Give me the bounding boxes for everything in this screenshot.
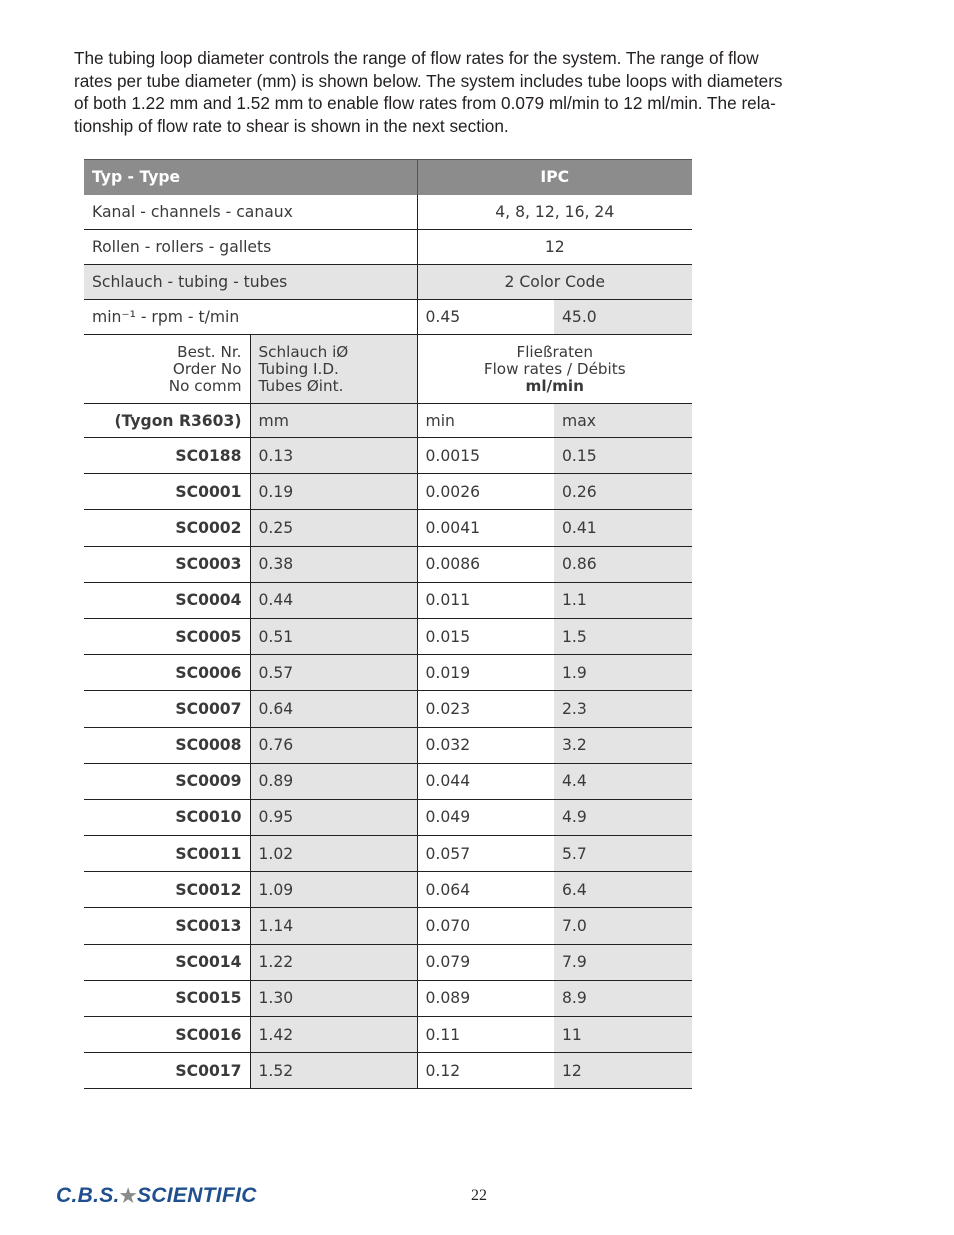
order-number-cell: SC0010 xyxy=(84,799,250,835)
flow-min-cell: 0.019 xyxy=(417,655,554,691)
table-row xyxy=(84,836,692,872)
order-number-cell: SC0001 xyxy=(84,474,250,510)
table-row xyxy=(84,691,692,727)
flow-min-cell: 0.0026 xyxy=(417,474,554,510)
intro-line: of both 1.22 mm and 1.52 mm to enable flow rates from 0.079 ml/min to 12 ml/min. The rela- xyxy=(74,93,776,113)
tubing-id-cell: 0.38 xyxy=(250,546,417,582)
table-row xyxy=(84,546,692,582)
flow-min-cell: 0.079 xyxy=(417,944,554,980)
flow-max-cell: 0.86 xyxy=(554,546,692,582)
table-row xyxy=(84,944,692,980)
flow-max-cell: 0.41 xyxy=(554,510,692,546)
id-header-line: Tubes Øint. xyxy=(258,376,344,395)
page-number: 22 xyxy=(471,1187,487,1204)
table-row xyxy=(84,1017,692,1053)
rollers-row xyxy=(84,230,692,265)
table-row xyxy=(84,618,692,654)
flow-max-cell: 6.4 xyxy=(554,872,692,908)
order-number-cell: SC0003 xyxy=(84,546,250,582)
order-number-cell: SC0013 xyxy=(84,908,250,944)
flow-max-cell: 3.2 xyxy=(554,727,692,763)
tubing-label: Schlauch - tubing - tubes xyxy=(84,265,417,300)
order-number-cell: SC0015 xyxy=(84,980,250,1016)
flow-min-cell: 0.044 xyxy=(417,763,554,799)
order-number-cell: SC0016 xyxy=(84,1017,250,1053)
tubing-id-cell: 0.13 xyxy=(250,438,417,474)
channels-row xyxy=(84,195,692,230)
flow-max-cell: 8.9 xyxy=(554,980,692,1016)
table-row xyxy=(84,655,692,691)
flow-min-cell: 0.049 xyxy=(417,799,554,835)
order-number-cell: SC0008 xyxy=(84,727,250,763)
flow-min-cell: 0.023 xyxy=(417,691,554,727)
flow-min-cell: 0.032 xyxy=(417,727,554,763)
flow-min-cell: 0.0086 xyxy=(417,546,554,582)
intro-line: tionship of flow rate to shear is shown in the next section. xyxy=(74,115,509,136)
flow-max-cell: 7.9 xyxy=(554,944,692,980)
logo-text: SCIENTIFIC xyxy=(137,1184,257,1207)
flow-max-cell: 4.9 xyxy=(554,799,692,835)
intro-paragraph xyxy=(74,47,854,137)
flow-min-cell: 0.11 xyxy=(417,1017,554,1053)
rpm-label: min⁻¹ - rpm - t/min xyxy=(84,300,417,335)
flow-min-cell: 0.12 xyxy=(417,1053,554,1089)
table-row xyxy=(84,908,692,944)
flow-header-line: Flow rates / Débits xyxy=(483,359,626,378)
order-number-cell: SC0007 xyxy=(84,691,250,727)
logo-text: C.B.S. xyxy=(56,1184,120,1207)
order-number-cell: SC0009 xyxy=(84,763,250,799)
rpm-min: 0.45 xyxy=(417,300,554,335)
tubing-id-cell: 1.14 xyxy=(250,908,417,944)
material-label: (Tygon R3603) xyxy=(84,404,250,438)
flow-min-cell: 0.089 xyxy=(417,980,554,1016)
flow-max-cell: 1.5 xyxy=(554,618,692,654)
intro-line: rates per tube diameter (mm) is shown below. The system includes tube loops with diameters xyxy=(74,70,783,91)
table-header-row xyxy=(84,160,692,195)
channels-value: 4, 8, 12, 16, 24 xyxy=(417,195,692,230)
min-column-label: min xyxy=(417,404,554,438)
flow-max-cell: 2.3 xyxy=(554,691,692,727)
flow-max-cell: 1.9 xyxy=(554,655,692,691)
tubing-value: 2 Color Code xyxy=(417,265,692,300)
tubing-id-cell: 0.44 xyxy=(250,582,417,618)
tubing-id-cell: 1.52 xyxy=(250,1053,417,1089)
tubing-id-cell: 1.09 xyxy=(250,872,417,908)
channels-label: Kanal - channels - canaux xyxy=(84,195,417,230)
tubing-id-cell: 1.22 xyxy=(250,944,417,980)
tubing-id-cell: 0.89 xyxy=(250,763,417,799)
tubing-id-header xyxy=(250,335,417,404)
rollers-label: Rollen - rollers - gallets xyxy=(84,230,417,265)
table-row xyxy=(84,727,692,763)
tubing-id-cell: 0.76 xyxy=(250,727,417,763)
order-number-cell: SC0014 xyxy=(84,944,250,980)
flow-rates-header xyxy=(417,335,692,404)
flow-header-unit: ml/min xyxy=(525,376,584,395)
flow-max-cell: 0.26 xyxy=(554,474,692,510)
tubing-id-cell: 0.57 xyxy=(250,655,417,691)
id-unit: mm xyxy=(250,404,417,438)
table-row xyxy=(84,438,692,474)
max-column-label: max xyxy=(554,404,692,438)
flow-max-cell: 1.1 xyxy=(554,582,692,618)
flow-max-cell: 4.4 xyxy=(554,763,692,799)
tubing-id-cell: 1.02 xyxy=(250,836,417,872)
flow-max-cell: 7.0 xyxy=(554,908,692,944)
intro-line: The tubing loop diameter controls the range of flow rates for the system. The range of flow xyxy=(74,48,759,68)
order-number-cell: SC0012 xyxy=(84,872,250,908)
flow-min-cell: 0.0041 xyxy=(417,510,554,546)
flow-max-cell: 5.7 xyxy=(554,836,692,872)
flow-max-cell: 0.15 xyxy=(554,438,692,474)
table-row xyxy=(84,582,692,618)
flow-header-line: Fließraten xyxy=(516,342,594,361)
tubing-id-cell: 1.42 xyxy=(250,1017,417,1053)
table-row xyxy=(84,980,692,1016)
tubing-id-cell: 0.95 xyxy=(250,799,417,835)
star-icon: ★ xyxy=(119,1186,137,1207)
id-header-line: Tubing I.D. xyxy=(258,359,339,378)
order-header-line: Order No xyxy=(172,359,242,378)
table-row xyxy=(84,1053,692,1089)
order-number-cell: SC0188 xyxy=(84,438,250,474)
rollers-value: 12 xyxy=(417,230,692,265)
order-number-cell: SC0011 xyxy=(84,836,250,872)
cbs-scientific-logo xyxy=(56,1184,257,1208)
order-number-header xyxy=(84,335,250,404)
type-header: Typ - Type xyxy=(84,160,417,195)
tubing-id-cell: 0.25 xyxy=(250,510,417,546)
tubing-id-cell: 0.64 xyxy=(250,691,417,727)
tubing-id-cell: 0.19 xyxy=(250,474,417,510)
flow-min-cell: 0.015 xyxy=(417,618,554,654)
id-header-line: Schlauch iØ xyxy=(258,342,349,361)
units-row xyxy=(84,404,692,438)
order-number-cell: SC0005 xyxy=(84,618,250,654)
order-header-line: No comm xyxy=(168,376,242,395)
order-number-cell: SC0004 xyxy=(84,582,250,618)
table-row xyxy=(84,872,692,908)
flow-min-cell: 0.070 xyxy=(417,908,554,944)
table-row xyxy=(84,474,692,510)
rpm-max: 45.0 xyxy=(554,300,692,335)
order-number-cell: SC0002 xyxy=(84,510,250,546)
tubing-row xyxy=(84,265,692,300)
flow-max-cell: 11 xyxy=(554,1017,692,1053)
model-header: IPC xyxy=(417,160,692,195)
table-row xyxy=(84,763,692,799)
column-header-row xyxy=(84,335,692,404)
rpm-row xyxy=(84,300,692,335)
flow-min-cell: 0.011 xyxy=(417,582,554,618)
order-header-line: Best. Nr. xyxy=(177,342,242,361)
order-number-cell: SC0017 xyxy=(84,1053,250,1089)
table-row xyxy=(84,799,692,835)
flow-min-cell: 0.064 xyxy=(417,872,554,908)
flow-min-cell: 0.057 xyxy=(417,836,554,872)
tubing-id-cell: 0.51 xyxy=(250,618,417,654)
table-row xyxy=(84,510,692,546)
flow-min-cell: 0.0015 xyxy=(417,438,554,474)
flow-rate-table xyxy=(84,159,692,1089)
order-number-cell: SC0006 xyxy=(84,655,250,691)
tubing-id-cell: 1.30 xyxy=(250,980,417,1016)
flow-max-cell: 12 xyxy=(554,1053,692,1089)
